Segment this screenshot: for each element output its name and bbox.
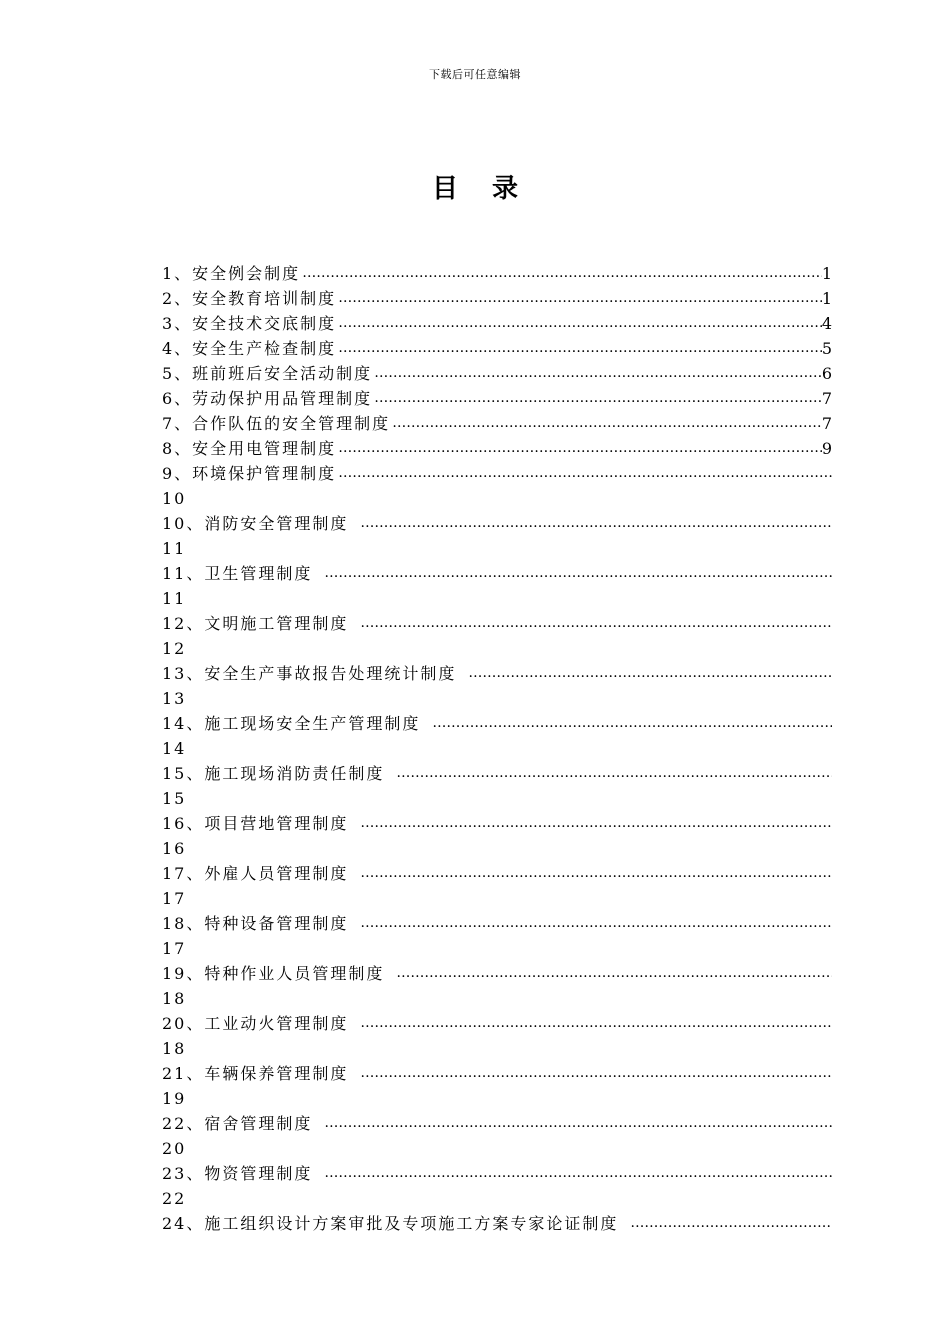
toc-entry[interactable]	[162, 1211, 832, 1236]
toc-entry[interactable]	[162, 311, 832, 336]
toc-entry-label: 10、消防安全管理制度	[162, 514, 349, 533]
toc-entry[interactable]	[162, 336, 832, 361]
toc-leader-dots	[300, 261, 822, 286]
toc-entry-label: 7、合作队伍的安全管理制度	[162, 414, 391, 433]
toc-entry-page: 18	[162, 989, 187, 1008]
toc-leader-dots	[312, 1161, 832, 1186]
toc-entry[interactable]	[162, 1011, 832, 1036]
toc-leader-dots	[312, 1111, 832, 1136]
toc-leader-dots	[348, 911, 832, 936]
toc-entry-label: 4、安全生产检查制度	[162, 339, 337, 358]
toc-entry-label: 12、文明施工管理制度	[162, 614, 349, 633]
toc-entry-page: 22	[162, 1189, 187, 1208]
toc-entry-label: 5、班前班后安全活动制度	[162, 364, 373, 383]
toc-entry[interactable]	[162, 711, 832, 736]
toc-entry[interactable]	[162, 961, 832, 986]
toc-entry-page: 7	[821, 389, 832, 408]
toc-entry-page: 1	[821, 264, 832, 283]
toc-leader-dots	[336, 311, 822, 336]
toc-entry-page: 9	[821, 439, 832, 458]
toc-entry-label: 16、项目营地管理制度	[162, 814, 349, 833]
toc-entry[interactable]	[162, 361, 832, 386]
toc-entry-page: 20	[162, 1139, 187, 1158]
toc-leader-dots	[372, 361, 822, 386]
toc-entry-label: 21、车辆保养管理制度	[162, 1064, 349, 1083]
toc-entry[interactable]	[162, 1161, 832, 1186]
toc-entry-page: 11	[162, 539, 187, 558]
toc-entry-label: 20、工业动火管理制度	[162, 1014, 349, 1033]
toc-entry-label: 24、施工组织设计方案审批及专项施工方案专家论证制度	[162, 1214, 619, 1233]
toc-entry-label: 11、卫生管理制度	[162, 564, 313, 583]
toc-entry-page: 6	[821, 364, 832, 383]
page-header: 下载后可任意编辑	[429, 68, 521, 81]
toc-leader-dots	[348, 611, 832, 636]
toc-leader-dots	[384, 761, 832, 786]
toc-entry-page: 16	[162, 839, 187, 858]
toc-entry-label: 15、施工现场消防责任制度	[162, 764, 385, 783]
toc-leader-dots	[348, 1061, 832, 1086]
toc-entry[interactable]	[162, 811, 832, 836]
toc-leader-dots	[420, 711, 832, 736]
toc-entry[interactable]	[162, 611, 832, 636]
toc-entry-label: 14、施工现场安全生产管理制度	[162, 714, 421, 733]
toc-entry[interactable]	[162, 461, 832, 486]
toc-entry-label: 2、安全教育培训制度	[162, 289, 337, 308]
toc-leader-dots	[348, 861, 832, 886]
toc-leader-dots	[348, 511, 832, 536]
toc-entry-page: 1	[821, 289, 832, 308]
toc-entry[interactable]	[162, 761, 832, 786]
toc-entry-label: 9、环境保护管理制度	[162, 464, 337, 483]
toc-entry-page: 14	[162, 739, 187, 758]
toc-leader-dots	[336, 436, 822, 461]
toc-entry-page: 7	[821, 414, 832, 433]
toc-entry[interactable]	[162, 561, 832, 586]
toc-entry-label: 22、宿舍管理制度	[162, 1114, 313, 1133]
toc-entry[interactable]	[162, 511, 832, 536]
toc-entry-label: 8、安全用电管理制度	[162, 439, 337, 458]
toc-leader-dots	[456, 661, 832, 686]
toc-entry[interactable]	[162, 286, 832, 311]
toc-entry-label: 3、安全技术交底制度	[162, 314, 337, 333]
toc-entry[interactable]	[162, 386, 832, 411]
toc-entry-page: 5	[821, 339, 832, 358]
toc-leader-dots	[348, 811, 832, 836]
toc-entry-page: 11	[162, 589, 187, 608]
toc-entry-page: 10	[162, 489, 187, 508]
toc-entry[interactable]	[162, 436, 832, 461]
document-title: 目录	[431, 174, 552, 204]
toc-leader-dots	[618, 1211, 832, 1236]
toc-entry-label: 17、外雇人员管理制度	[162, 864, 349, 883]
toc-entry-label: 1、安全例会制度	[162, 264, 301, 283]
toc-entry-page: 4	[821, 314, 832, 333]
toc-entry-page: 18	[162, 1039, 187, 1058]
toc-entry-page: 19	[162, 1089, 187, 1108]
toc-entry[interactable]	[162, 261, 832, 286]
toc-entry-page: 15	[162, 789, 187, 808]
toc-entry-label: 23、物资管理制度	[162, 1164, 313, 1183]
toc-entry[interactable]	[162, 1061, 832, 1086]
toc-entry[interactable]	[162, 411, 832, 436]
toc-entry-page: 17	[162, 889, 187, 908]
toc-entry[interactable]	[162, 661, 832, 686]
toc-entry[interactable]	[162, 861, 832, 886]
toc-leader-dots	[312, 561, 832, 586]
toc-leader-dots	[390, 411, 822, 436]
toc-leader-dots	[336, 286, 822, 311]
toc-entry-page: 12	[162, 639, 187, 658]
toc-entry-label: 6、劳动保护用品管理制度	[162, 389, 373, 408]
toc-leader-dots	[372, 386, 822, 411]
table-of-contents	[162, 261, 832, 1236]
toc-entry[interactable]	[162, 1111, 832, 1136]
toc-entry-label: 18、特种设备管理制度	[162, 914, 349, 933]
toc-leader-dots	[336, 336, 822, 361]
toc-entry-label: 13、安全生产事故报告处理统计制度	[162, 664, 457, 683]
toc-entry-label: 19、特种作业人员管理制度	[162, 964, 385, 983]
toc-leader-dots	[348, 1011, 832, 1036]
toc-entry-page: 17	[162, 939, 187, 958]
toc-leader-dots	[336, 461, 832, 486]
toc-entry[interactable]	[162, 911, 832, 936]
toc-leader-dots	[384, 961, 832, 986]
toc-entry-page: 13	[162, 689, 187, 708]
